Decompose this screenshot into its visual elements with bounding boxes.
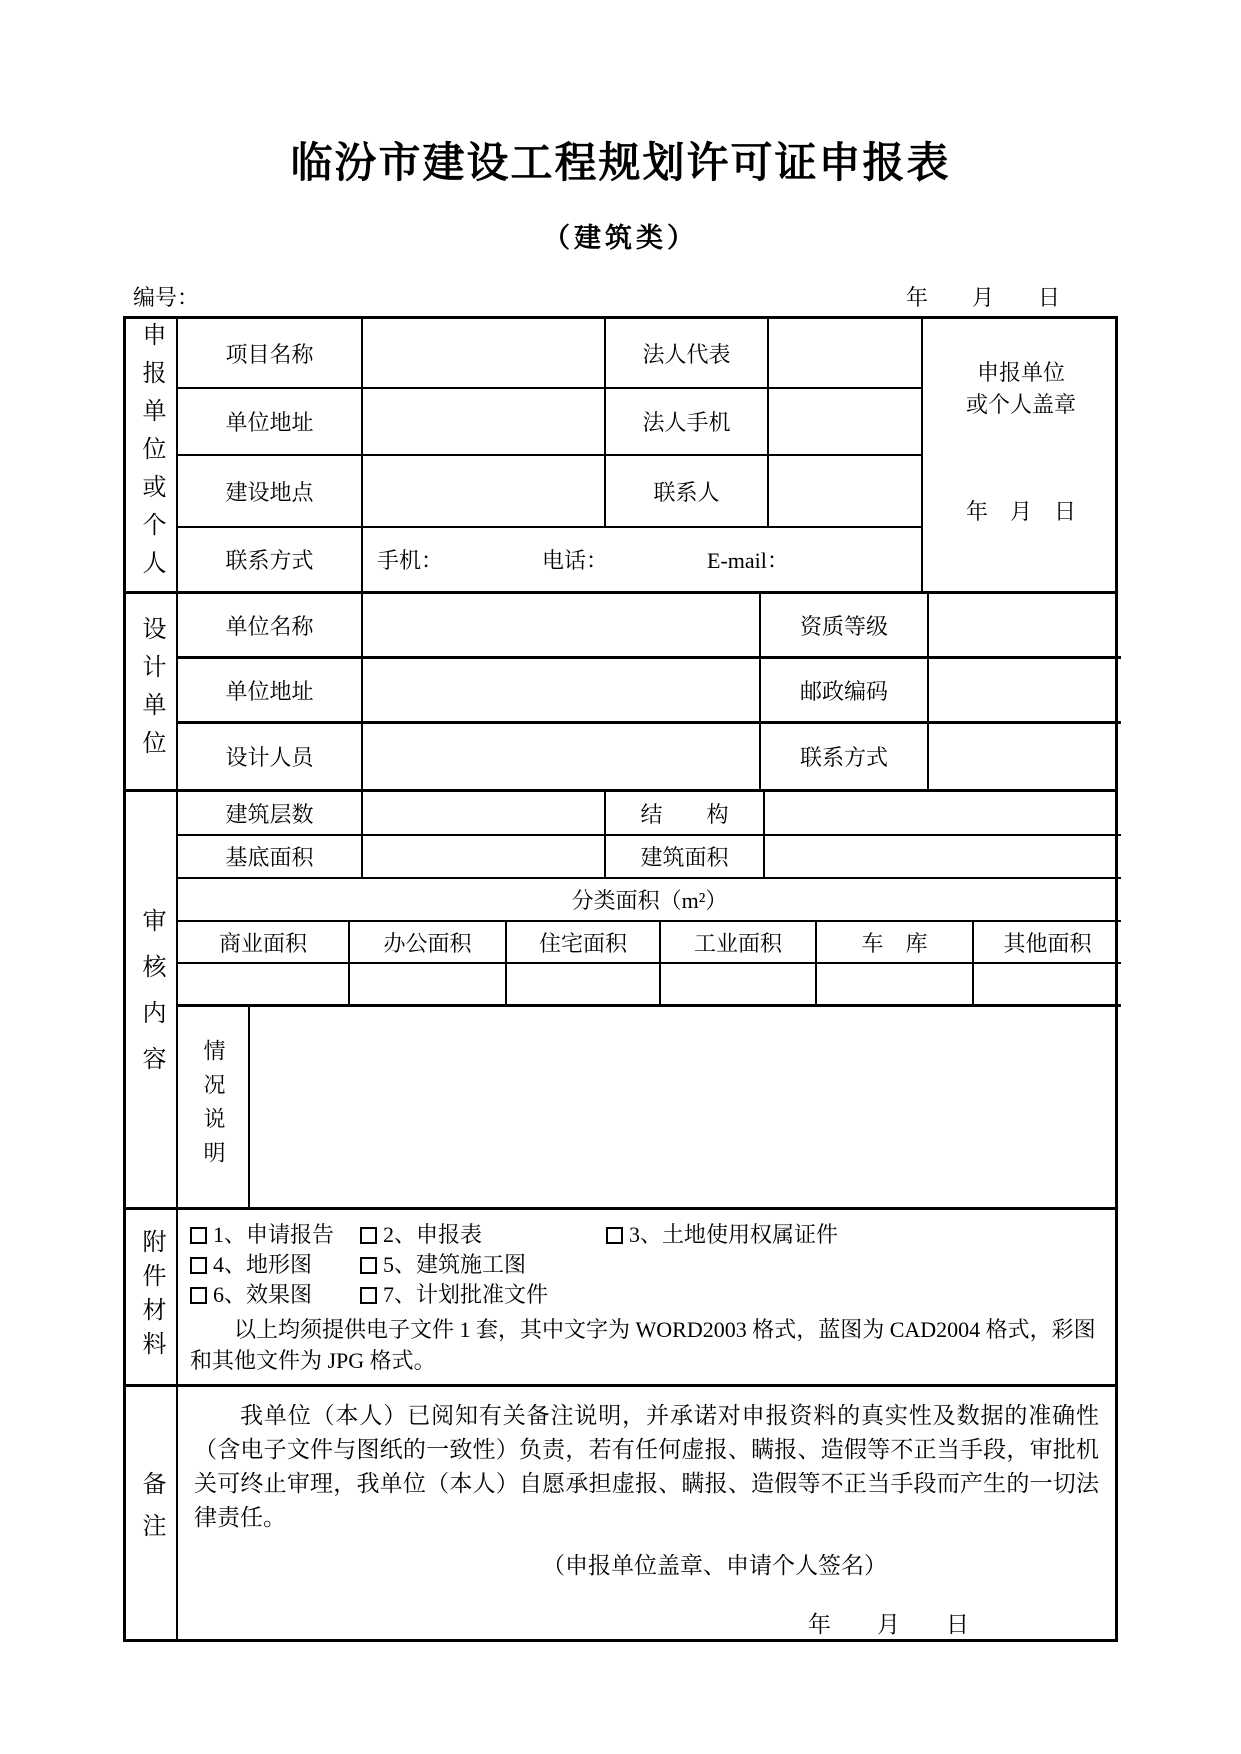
applicant-address-label: 单位地址 <box>178 389 363 456</box>
attachment-item-6[interactable] <box>190 1280 360 1310</box>
attachment-item-2-label: 2、申报表 <box>383 1222 483 1247</box>
contact-person-input[interactable] <box>769 456 923 528</box>
attachment-item-2[interactable] <box>360 1220 606 1250</box>
attachments-line-1 <box>190 1220 1115 1250</box>
checkbox-icon[interactable] <box>606 1227 623 1244</box>
applicant-section-label-cell <box>126 319 178 591</box>
design-unit-name-label: 单位名称 <box>178 594 363 659</box>
construction-site-label: 建设地点 <box>178 456 363 528</box>
applicant-stamp-cell[interactable] <box>921 319 1119 591</box>
applicant-section <box>126 319 1115 591</box>
building-area-label: 建筑面积 <box>606 836 765 879</box>
structure-input[interactable] <box>765 792 1121 836</box>
garage-area-header: 车 库 <box>817 922 974 964</box>
project-name-label: 项目名称 <box>178 319 363 389</box>
situation-note-label-cell <box>178 1007 250 1207</box>
project-name-input[interactable] <box>363 319 606 389</box>
attachments-section-label-cell <box>126 1210 178 1384</box>
review-basic-rows <box>178 792 1121 879</box>
review-section-label-cell <box>126 792 178 1207</box>
checkbox-icon[interactable] <box>190 1287 207 1304</box>
garage-area-input[interactable] <box>817 964 974 1007</box>
other-area-input[interactable] <box>974 964 1121 1007</box>
situation-note-row <box>178 1007 1121 1207</box>
attachment-item-5[interactable] <box>360 1250 526 1280</box>
designer-section-label-cell <box>126 594 178 789</box>
stamp-note-line1: 申报单位 <box>976 360 1065 385</box>
design-unit-address-input[interactable] <box>363 659 761 724</box>
postal-code-label: 邮政编码 <box>761 659 929 724</box>
attachments-section <box>126 1207 1115 1384</box>
remarks-section-label: 备注 <box>138 1471 164 1555</box>
checkbox-icon[interactable] <box>190 1257 207 1274</box>
residential-area-input[interactable] <box>507 964 661 1007</box>
designer-grid <box>178 594 1121 789</box>
designer-section-label: 设计单位 <box>138 615 164 768</box>
stamp-date: 年 月 日 <box>965 499 1076 524</box>
structure-label: 结 构 <box>606 792 765 836</box>
stamp-note <box>966 319 1076 421</box>
applicant-address-input[interactable] <box>363 389 606 456</box>
design-unit-name-input[interactable] <box>363 594 761 659</box>
base-area-label: 基底面积 <box>178 836 363 879</box>
legal-phone-input[interactable] <box>769 389 923 456</box>
contact-person-label: 联系人 <box>606 456 769 528</box>
base-area-input[interactable] <box>363 836 606 879</box>
attachments-line-3 <box>190 1280 1115 1310</box>
remarks-section-label-cell <box>126 1387 178 1639</box>
design-contact-input[interactable] <box>929 724 1121 789</box>
header-date: 年 月 日 <box>905 285 1060 310</box>
attachment-item-7[interactable] <box>360 1280 548 1310</box>
sign-hint: （申报单位盖章、申请个人签名） <box>542 1553 887 1578</box>
attachment-item-3[interactable] <box>606 1220 838 1250</box>
applicant-section-label: 申报单位或个人 <box>138 322 164 588</box>
attachment-item-4-label: 4、地形图 <box>213 1252 313 1277</box>
meta-row <box>123 281 1118 312</box>
attachments-content <box>178 1210 1115 1384</box>
industrial-area-input[interactable] <box>661 964 817 1007</box>
review-grid <box>178 792 1121 1207</box>
attachments-line-2 <box>190 1250 1115 1280</box>
postal-code-input[interactable] <box>929 659 1121 724</box>
qualification-grade-label: 资质等级 <box>761 594 929 659</box>
legal-phone-label: 法人手机 <box>606 389 769 456</box>
attachment-item-5-label: 5、建筑施工图 <box>383 1252 527 1277</box>
other-area-header: 其他面积 <box>974 922 1121 964</box>
contact-method-input[interactable]: 手机： 电话： E-mail： <box>377 548 789 573</box>
office-area-input[interactable] <box>350 964 507 1007</box>
checkbox-icon[interactable] <box>360 1287 377 1304</box>
remarks-declaration: 我单位（本人）已阅知有关备注说明，并承诺对申报资料的真实性及数据的准确性（含电子文件与图纸的一致性）负责，若有任何虚报、瞒报、造假等不正当手段，审批机关可终止审理，我单位（本人）自愿承担虚报、瞒报、造假等不正当手段而产生的一切法律责任。 <box>194 1403 1099 1530</box>
attachment-item-4[interactable] <box>190 1250 360 1280</box>
stamp-note-line2: 或个人盖章 <box>965 392 1076 417</box>
checkbox-icon[interactable] <box>360 1227 377 1244</box>
construction-site-input[interactable] <box>363 456 606 528</box>
commercial-area-header: 商业面积 <box>178 922 350 964</box>
design-contact-label: 联系方式 <box>761 724 929 789</box>
attachment-item-7-label: 7、计划批准文件 <box>383 1282 549 1307</box>
remarks-date: 年 月 日 <box>808 1612 969 1637</box>
page-subtitle: （建筑类） <box>543 223 698 253</box>
applicant-grid <box>178 319 923 591</box>
designer-section <box>126 591 1115 789</box>
checkbox-icon[interactable] <box>360 1257 377 1274</box>
page-title: 临汾市建设工程规划许可证申报表 <box>290 139 951 186</box>
commercial-area-input[interactable] <box>178 964 350 1007</box>
situation-note-label: 情况说明 <box>201 1039 226 1175</box>
review-section-label: 审核内容 <box>138 907 164 1092</box>
office-area-header: 办公面积 <box>350 922 507 964</box>
attachments-section-label: 附件材料 <box>138 1229 164 1365</box>
design-staff-input[interactable] <box>363 724 761 789</box>
attachment-item-6-label: 6、效果图 <box>213 1282 313 1307</box>
situation-note-input[interactable] <box>250 1007 1121 1207</box>
remarks-content <box>178 1387 1115 1639</box>
residential-area-header: 住宅面积 <box>507 922 661 964</box>
checkbox-icon[interactable] <box>190 1227 207 1244</box>
application-form-table <box>123 316 1118 1642</box>
legal-rep-label: 法人代表 <box>606 319 769 389</box>
review-section <box>126 789 1115 1207</box>
area-value-row <box>178 964 1121 1007</box>
industrial-area-header: 工业面积 <box>661 922 817 964</box>
floors-label: 建筑层数 <box>178 792 363 836</box>
design-unit-address-label: 单位地址 <box>178 659 363 724</box>
area-class-header: 分类面积（m²） <box>178 879 1121 922</box>
area-column-headers <box>178 922 1121 964</box>
building-area-input[interactable] <box>765 836 1121 879</box>
contact-method-label: 联系方式 <box>178 528 363 591</box>
floors-input[interactable] <box>363 792 606 836</box>
design-staff-label: 设计人员 <box>178 724 363 789</box>
attachment-item-1[interactable] <box>190 1220 360 1250</box>
legal-rep-input[interactable] <box>769 319 923 389</box>
attachment-item-3-label: 3、土地使用权属证件 <box>629 1222 839 1247</box>
serial-label: 编号： <box>133 285 200 310</box>
qualification-grade-input[interactable] <box>929 594 1121 659</box>
attachments-note: 以上均须提供电子文件 1 套，其中文字为 WORD2003 格式，蓝图为 CAD2004 格式，彩图和其他文件为 JPG 格式。 <box>190 1317 1096 1373</box>
attachment-item-1-label: 1、申请报告 <box>213 1222 335 1247</box>
remarks-section <box>126 1384 1115 1639</box>
